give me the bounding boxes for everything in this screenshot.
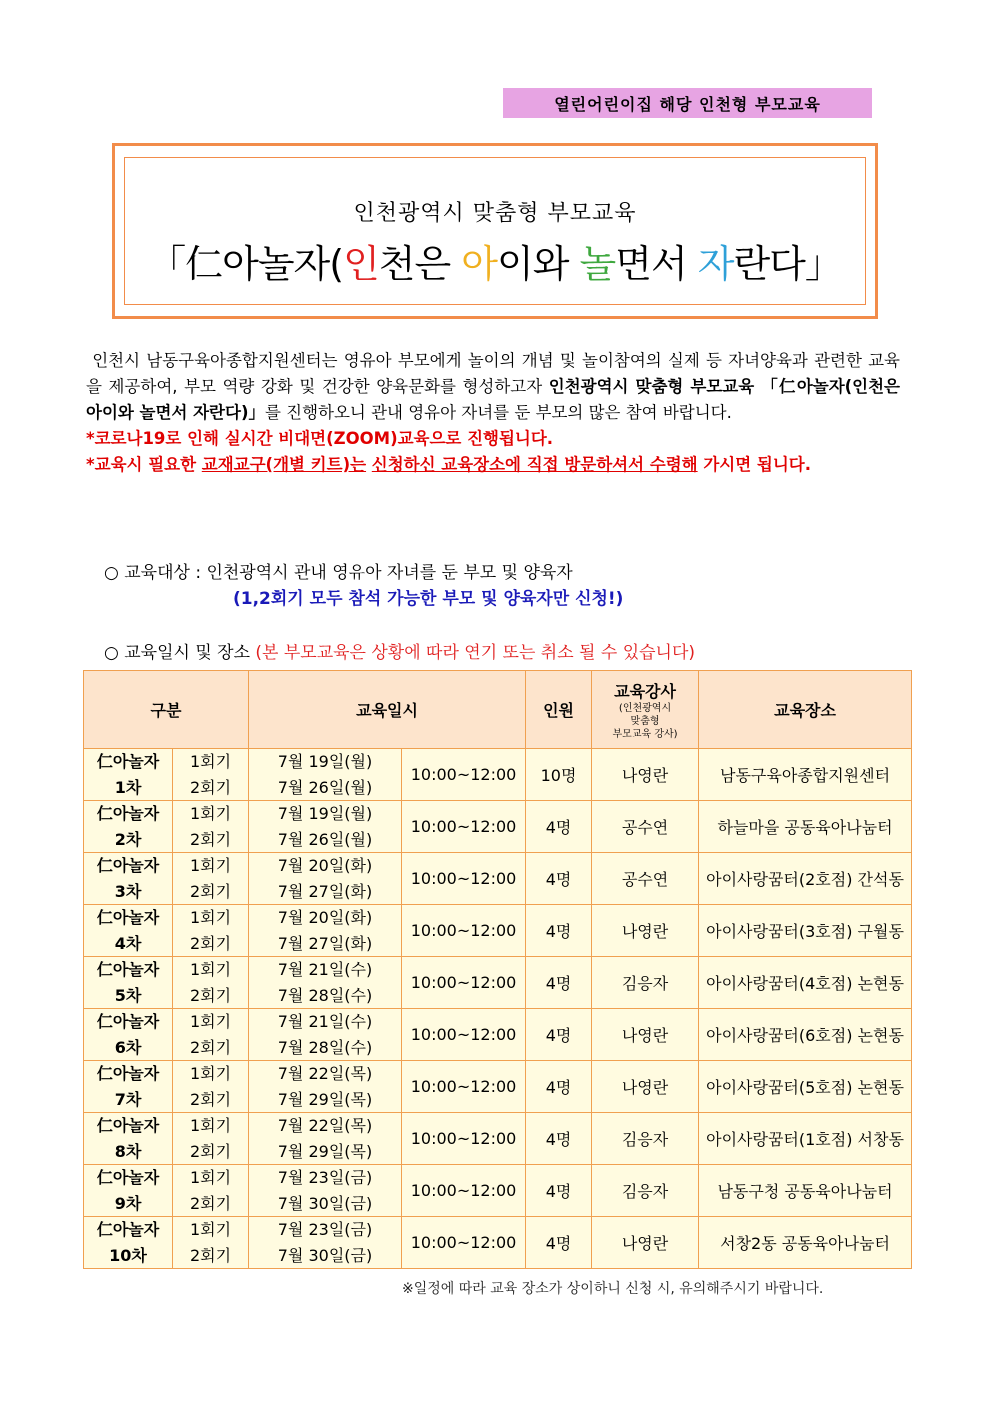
date-1: 7월 20일(화) [277, 907, 373, 927]
place-cell: 남동구청 공동육아나눔터 [699, 1165, 912, 1217]
group-cell [84, 957, 173, 1009]
kit-notice-a: *교육시 필요한 [86, 455, 202, 474]
group-cell [84, 905, 173, 957]
date-cell [249, 1061, 402, 1113]
date-cell [249, 957, 402, 1009]
session-2: 2회기 [189, 985, 232, 1005]
group-order: 10차 [109, 1245, 147, 1265]
date-cell [249, 1113, 402, 1165]
time-cell: 10:00~12:00 [402, 905, 526, 957]
group-name: 仁아놀자 [96, 1115, 160, 1135]
group-name: 仁아놀자 [96, 855, 160, 875]
time-cell: 10:00~12:00 [402, 801, 526, 853]
title-a: 아 [461, 242, 498, 286]
intro-text-2: 를 진행하오니 관내 영유아 자녀를 둔 부모의 많은 참여 바랍니다. [264, 403, 732, 422]
count-cell: 10명 [526, 749, 592, 801]
header-instructor-sub3: 부모교육 강사) [612, 728, 678, 740]
instructor-cell: 나영란 [592, 1217, 699, 1269]
session-1: 1회기 [189, 1011, 232, 1031]
group-order: 7차 [114, 1089, 142, 1109]
count-cell: 4명 [526, 1061, 592, 1113]
table-row [84, 1165, 912, 1217]
date-1: 7월 21일(수) [277, 1011, 373, 1031]
schedule-table [83, 670, 912, 1269]
date-1: 7월 19일(월) [277, 751, 373, 771]
count-cell: 4명 [526, 957, 592, 1009]
group-cell [84, 1009, 173, 1061]
place-cell: 아이사랑꿈터(5호점) 논현동 [699, 1061, 912, 1113]
date-cell [249, 749, 402, 801]
instructor-cell: 나영란 [592, 905, 699, 957]
page-title [125, 233, 865, 288]
session-2: 2회기 [189, 1245, 232, 1265]
group-order: 2차 [114, 829, 142, 849]
session-1: 1회기 [189, 751, 232, 771]
count-cell: 4명 [526, 1113, 592, 1165]
session-cell [173, 749, 249, 801]
session-cell [173, 957, 249, 1009]
group-order: 1차 [114, 777, 142, 797]
session-1: 1회기 [189, 1115, 232, 1135]
group-order: 4차 [114, 933, 142, 953]
place-cell: 아이사랑꿈터(3호점) 구월동 [699, 905, 912, 957]
instructor-cell: 나영란 [592, 1061, 699, 1113]
time-cell: 10:00~12:00 [402, 957, 526, 1009]
session-2: 2회기 [189, 1141, 232, 1161]
group-cell [84, 749, 173, 801]
group-order: 6차 [114, 1037, 142, 1057]
group-cell [84, 1113, 173, 1165]
place-cell: 남동구육아종합지원센터 [699, 749, 912, 801]
header-count: 인원 [526, 671, 592, 749]
kit-notice [86, 452, 900, 478]
instructor-cell: 나영란 [592, 749, 699, 801]
group-cell [84, 853, 173, 905]
footnote: ※일정에 따라 교육 장소가 상이하니 신청 시, 유의해주시기 바랍니다. [402, 1281, 824, 1297]
session-cell [173, 801, 249, 853]
group-name: 仁아놀자 [96, 1167, 160, 1187]
intro-paragraph [86, 348, 900, 478]
date-2: 7월 27일(화) [277, 933, 373, 953]
title-iwa: 이와 [497, 242, 580, 286]
date-2: 7월 26일(월) [277, 777, 373, 797]
count-cell: 4명 [526, 853, 592, 905]
date-2: 7월 28일(수) [277, 985, 373, 1005]
date-cell [249, 1165, 402, 1217]
date-cell [249, 853, 402, 905]
session-2: 2회기 [189, 777, 232, 797]
group-name: 仁아놀자 [96, 959, 160, 979]
instructor-cell: 김응자 [592, 1165, 699, 1217]
header-instructor [592, 671, 699, 749]
date-2: 7월 30일(금) [277, 1245, 373, 1265]
group-order: 9차 [114, 1193, 142, 1213]
table-row [84, 1009, 912, 1061]
count-cell: 4명 [526, 1217, 592, 1269]
time-cell: 10:00~12:00 [402, 1009, 526, 1061]
date-2: 7월 29일(목) [277, 1141, 373, 1161]
time-cell: 10:00~12:00 [402, 1061, 526, 1113]
page-subtitle: 인천광역시 맞춤형 부모교육 [353, 201, 637, 226]
title-ja: 자 [697, 242, 734, 286]
table-row [84, 853, 912, 905]
group-name: 仁아놀자 [96, 907, 160, 927]
session-cell [173, 1165, 249, 1217]
date-cell [249, 1217, 402, 1269]
group-cell [84, 1165, 173, 1217]
session-cell [173, 1217, 249, 1269]
place-cell: 아이사랑꿈터(2호점) 간석동 [699, 853, 912, 905]
date-2: 7월 26일(월) [277, 829, 373, 849]
group-name: 仁아놀자 [96, 1063, 160, 1083]
session-1: 1회기 [189, 803, 232, 823]
session-1: 1회기 [189, 959, 232, 979]
date-1: 7월 23일(금) [277, 1219, 373, 1239]
time-cell: 10:00~12:00 [402, 1165, 526, 1217]
title-open: 「仁아놀자( [148, 242, 344, 286]
title-nol: 놀 [579, 242, 616, 286]
date-1: 7월 23일(금) [277, 1167, 373, 1187]
date-1: 7월 19일(월) [277, 803, 373, 823]
date-2: 7월 28일(수) [277, 1037, 373, 1057]
table-row [84, 957, 912, 1009]
education-target-note: (1,2회기 모두 참석 가능한 부모 및 양육자만 신청!) [233, 589, 624, 609]
session-1: 1회기 [189, 907, 232, 927]
session-2: 2회기 [189, 829, 232, 849]
date-1: 7월 22일(목) [277, 1115, 373, 1135]
schedule-heading-label: ○ 교육일시 및 장소 [104, 643, 256, 663]
table-row [84, 1113, 912, 1165]
intro-text-1: 인천시 남동구육아종합지원센터는 영유아 부모에게 놀이의 개념 및 놀이참여의 실제 등 자녀양육과 관련한 교육을 제공하여, 부모 역량 강화 및 건강한 양육문화를 형성하고자 [86, 351, 900, 396]
session-cell [173, 1009, 249, 1061]
session-2: 2회기 [189, 1089, 232, 1109]
date-1: 7월 21일(수) [277, 959, 373, 979]
count-cell: 4명 [526, 905, 592, 957]
table-row [84, 801, 912, 853]
instructor-cell: 공수연 [592, 853, 699, 905]
group-name: 仁아놀자 [96, 751, 160, 771]
group-cell [84, 801, 173, 853]
place-cell: 하늘마을 공동육아나눔터 [699, 801, 912, 853]
table-row [84, 1217, 912, 1269]
count-cell: 4명 [526, 801, 592, 853]
count-cell: 4명 [526, 1009, 592, 1061]
time-cell: 10:00~12:00 [402, 1113, 526, 1165]
group-order: 8차 [114, 1141, 142, 1161]
date-1: 7월 20일(화) [277, 855, 373, 875]
time-cell: 10:00~12:00 [402, 749, 526, 801]
date-cell [249, 801, 402, 853]
table-row [84, 749, 912, 801]
header-division: 구분 [84, 671, 249, 749]
count-cell: 4명 [526, 1165, 592, 1217]
place-cell: 아이사랑꿈터(1호점) 서창동 [699, 1113, 912, 1165]
place-cell: 서창2동 공동육아나눔터 [699, 1217, 912, 1269]
kit-notice-d: 신청하신 교육장소에 직접 방문하셔서 수령해 [371, 455, 698, 474]
header-instructor-sub1: (인천광역시 [618, 702, 672, 714]
session-cell [173, 853, 249, 905]
session-1: 1회기 [189, 1063, 232, 1083]
session-cell [173, 905, 249, 957]
session-1: 1회기 [189, 1167, 232, 1187]
session-2: 2회기 [189, 933, 232, 953]
group-order: 3차 [114, 881, 142, 901]
schedule-heading [104, 638, 695, 663]
group-name: 仁아놀자 [96, 1011, 160, 1031]
group-name: 仁아놀자 [96, 803, 160, 823]
instructor-cell: 공수연 [592, 801, 699, 853]
header-place: 교육장소 [699, 671, 912, 749]
instructor-cell: 김응자 [592, 1113, 699, 1165]
title-myeonseo: 면서 [615, 242, 698, 286]
date-2: 7월 30일(금) [277, 1193, 373, 1213]
group-cell [84, 1217, 173, 1269]
header-datetime: 교육일시 [249, 671, 526, 749]
kit-notice-e: 가시면 됩니다. [697, 455, 812, 474]
time-cell: 10:00~12:00 [402, 853, 526, 905]
header-instructor-label: 교육강사 [614, 681, 676, 701]
group-name: 仁아놀자 [96, 1219, 160, 1239]
title-frame [124, 157, 866, 305]
table-row [84, 905, 912, 957]
title-cheon: 천은 [378, 242, 462, 286]
zoom-notice: *코로나19로 인해 실시간 비대면(ZOOM)교육으로 진행됩니다. [86, 429, 554, 448]
title-close: 란다」 [733, 242, 842, 286]
session-2: 2회기 [189, 1193, 232, 1213]
place-cell: 아이사랑꿈터(6호점) 논현동 [699, 1009, 912, 1061]
session-1: 1회기 [189, 1219, 232, 1239]
instructor-cell: 나영란 [592, 1009, 699, 1061]
date-2: 7월 29일(목) [277, 1089, 373, 1109]
intro-program-name: 인천광역시 맞춤형 부모교육 「仁아놀자(인천은 아이와 놀면서 자란다)」 [86, 377, 900, 422]
group-order: 5차 [114, 985, 142, 1005]
open-daycare-badge: 열린어린이집 해당 인천형 부모교육 [503, 88, 872, 118]
kit-notice-b: 교재교구(개별 키트)는 [201, 455, 367, 474]
time-cell: 10:00~12:00 [402, 1217, 526, 1269]
place-cell: 아이사랑꿈터(4호점) 논현동 [699, 957, 912, 1009]
session-1: 1회기 [189, 855, 232, 875]
date-cell [249, 905, 402, 957]
schedule-warning: (본 부모교육은 상황에 따라 연기 또는 취소 될 수 있습니다) [255, 643, 696, 663]
table-row [84, 1061, 912, 1113]
instructor-cell: 김응자 [592, 957, 699, 1009]
session-cell [173, 1061, 249, 1113]
date-1: 7월 22일(목) [277, 1063, 373, 1083]
title-in: 인 [343, 242, 379, 286]
session-2: 2회기 [189, 1037, 232, 1057]
header-instructor-sub2: 맞춤형 [630, 715, 660, 727]
date-cell [249, 1009, 402, 1061]
education-target: ○ 교육대상 : 인천광역시 관내 영유아 자녀를 둔 부모 및 양육자 [104, 563, 573, 583]
session-2: 2회기 [189, 881, 232, 901]
group-cell [84, 1061, 173, 1113]
date-2: 7월 27일(화) [277, 881, 373, 901]
session-cell [173, 1113, 249, 1165]
